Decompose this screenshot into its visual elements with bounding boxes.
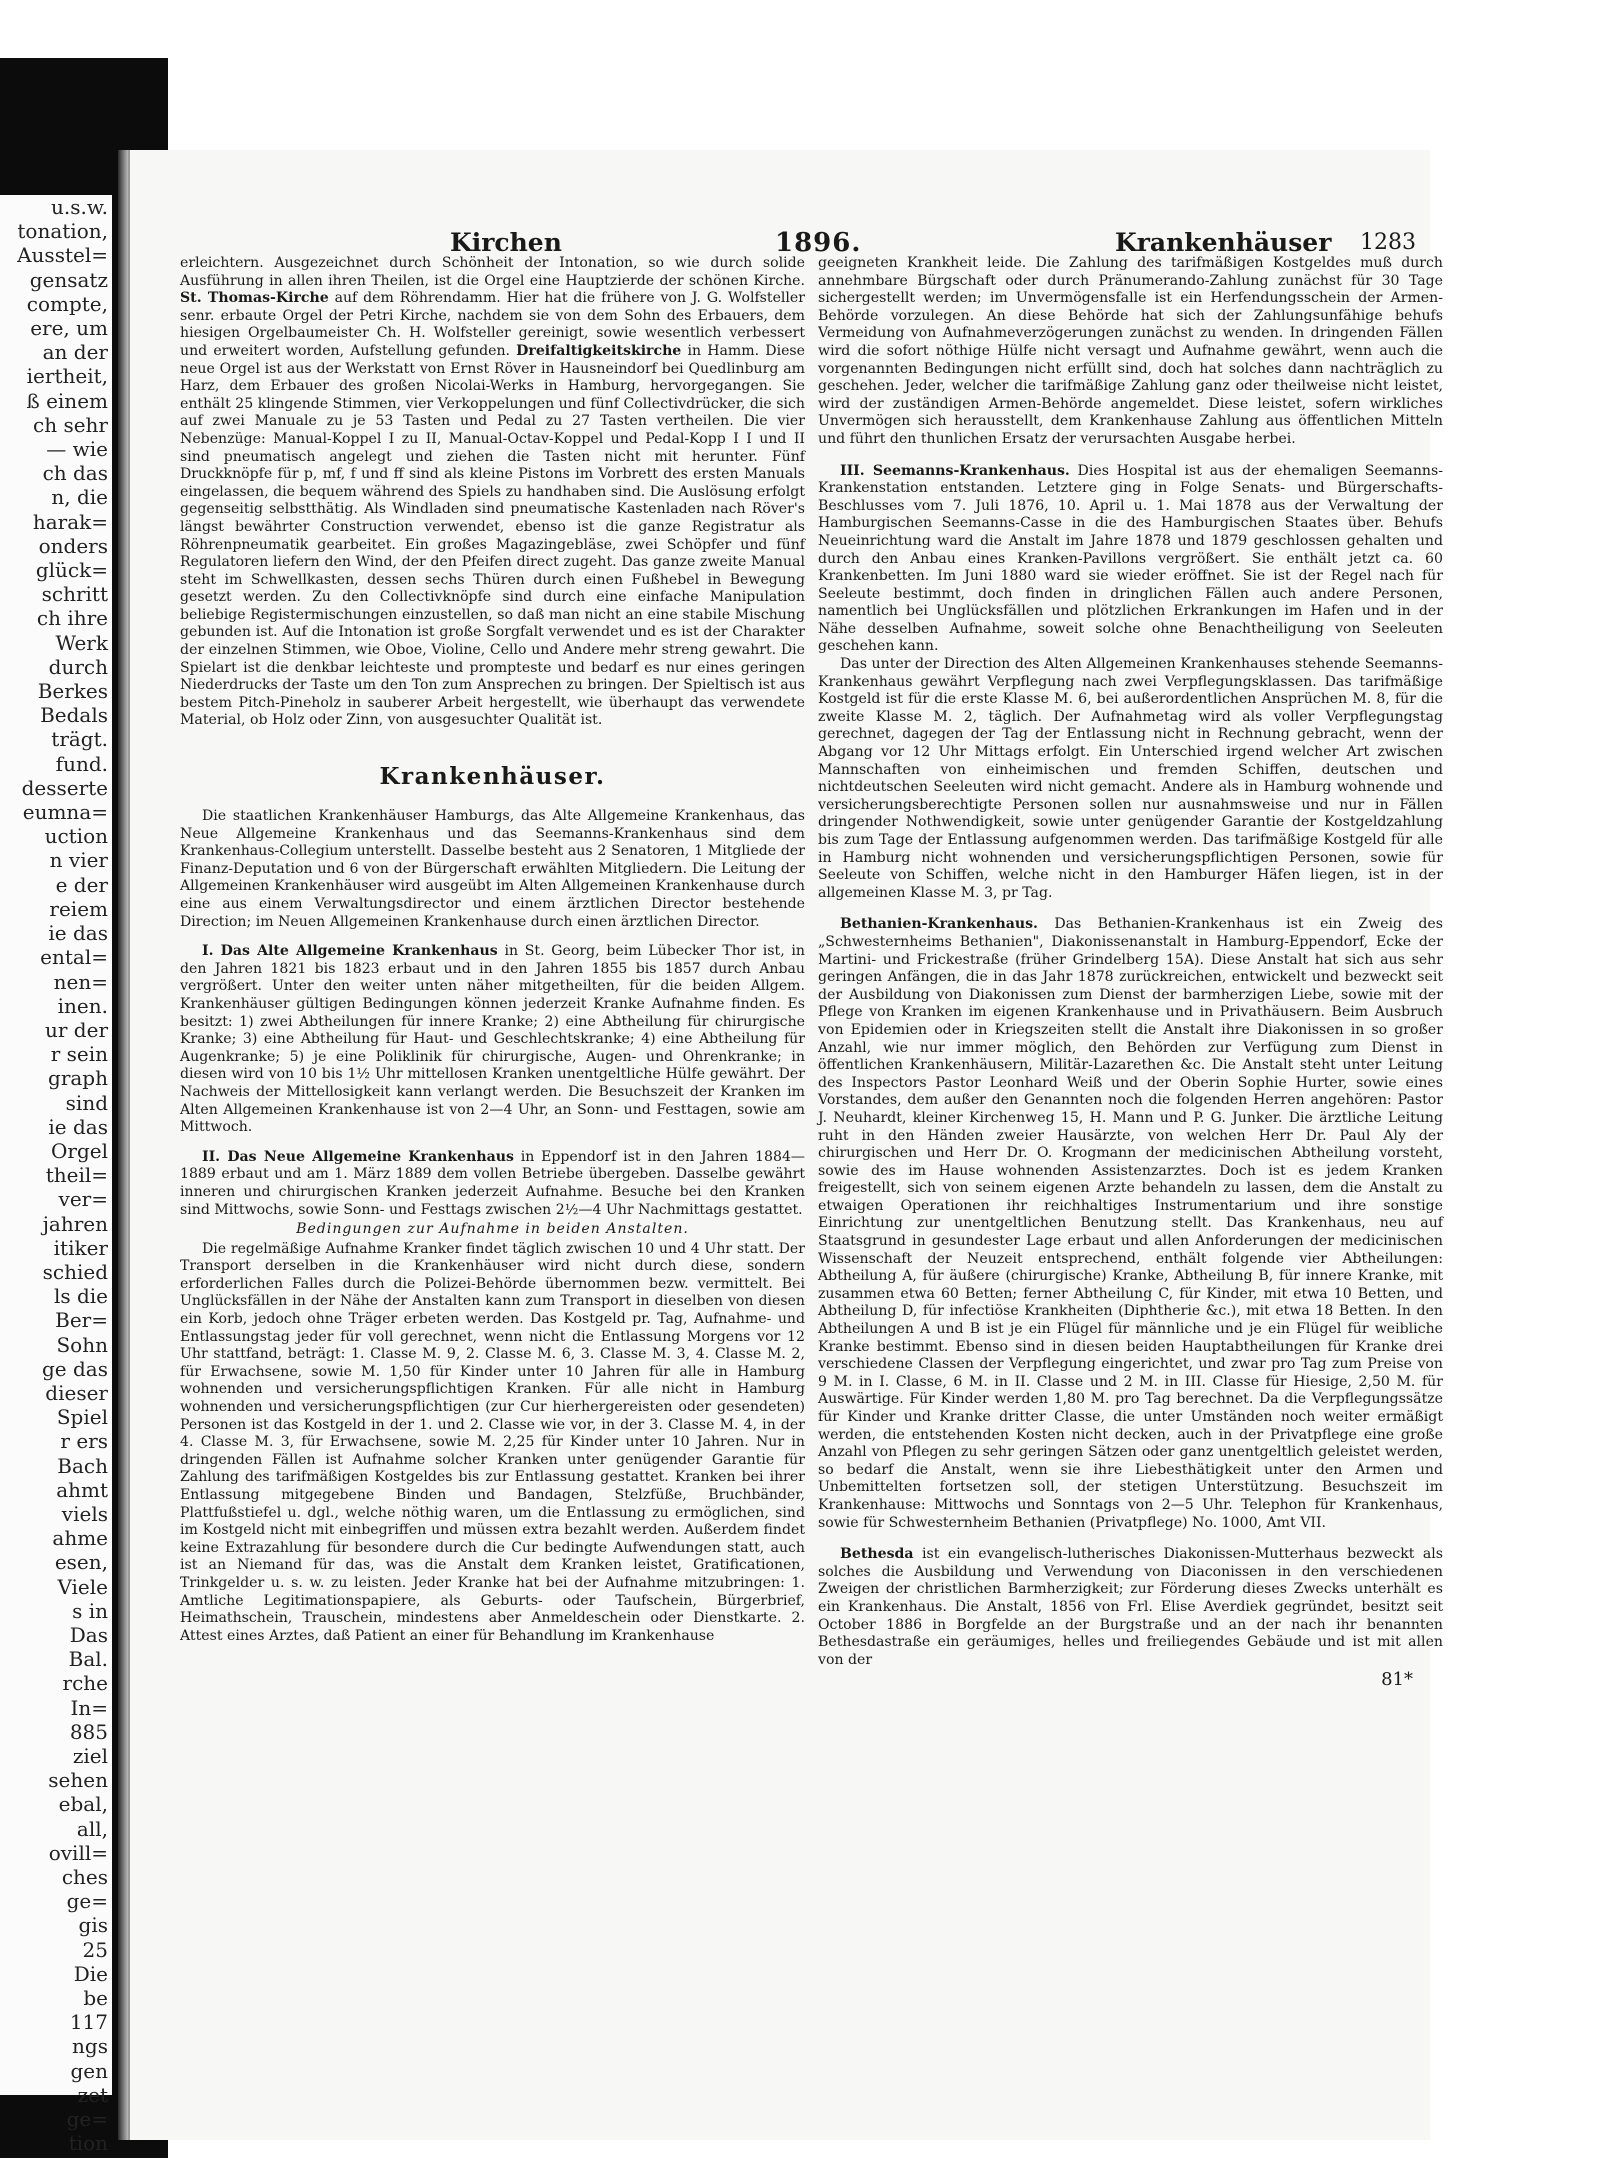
seemanns-paragraph: III. Seemanns-Krankenhaus. Dies Hospital ist aus der ehemaligen Seemanns-Krankenstation entstanden. Letztere ging in Folge Senats- und Bürgerschafts-Beschlusses vom 7. Juli 1876, 10. April u. 1. Mai 1878 aus der Verwaltung der Hamburgischen Seemanns-Casse in die des Hamburgischen Staates über. Behufs Neueinrichtung ward die Anstalt im Jahre 1878 und 1879 geschlossen gehalten und durch den Anbau eines Kranken-Pavillons vergrößert. Sie enthält jetzt ca. 60 Krankenbetten. Im Juni 1880 ward sie wieder eröffnet. Sie ist der Regel nach für Seeleute bestimmt, doch finden in dringlichen Fällen auch andere Personen, namentlich bei Unglücksfällen und plötzlichen Erkrankungen im Hafen und in der Nähe desselben Aufnahme, soweit solche ohne Benachtheiligung von Seeleuten geschehen kann.	[818, 462, 1443, 655]
facing-page-line: ie das	[48, 921, 108, 946]
facing-page-line: esen,	[54, 1550, 108, 1575]
facing-page-line: fund.	[55, 751, 108, 776]
right-column	[818, 255, 1443, 2110]
intro-paragraph: Die staatlichen Krankenhäuser Hamburgs, das Alte Allgemeine Krankenhaus, das Neue Allgemeine Krankenhaus und das Seemanns-Krankenhaus sind dem Krankenhaus-Collegium unterstellt. Dasselbe besteht aus 2 Senatoren, 1 Mitgliede der Finanz-Deputation und 6 von der Bürgerschaft erwählten Mitgliedern. Die Leitung der Allgemeinen Krankenhäuser wird ausgeübt im Alten Allgemeinen Krankenhause durch eine aus einem Verwaltungsdirector und einem ärztlichen Director bestehende Direction; im Neuen Allgemeinen Krankenhause durch einen ärztlichen Director.	[180, 808, 805, 930]
facing-page-line: rche	[62, 1671, 108, 1696]
facing-page-line: ge=	[66, 2107, 108, 2132]
section-title: Krankenhäuser.	[379, 763, 606, 791]
facing-page-line: Berkes	[37, 679, 108, 704]
facing-page-line: durch	[48, 654, 108, 679]
facing-page-line: 117	[69, 2010, 108, 2035]
heading-dreifaltigkeit: Dreifaltigkeitskirche	[516, 342, 682, 359]
facing-page-line: ge das	[42, 1356, 108, 1381]
facing-page-line: inen.	[57, 993, 108, 1018]
facing-page-line: ahmt	[56, 1477, 108, 1502]
facing-page-line: gensatz	[29, 267, 108, 292]
bethanien-paragraph: Bethanien-Krankenhaus. Das Bethanien-Krankenhaus ist ein Zweig des „Schwesternheims Bethanien", Diakonissenanstalt in Hamburg-Eppendorf, Ecke der Martini- und Frickestraße (früher Grindelberg 15A). Diese Anstalt hat sich aus sehr geringen Anfängen, die in das Jahr 1878 zurückreichen, entwickelt und bezweckt seit der Ausbildung von Diakonissen zum Dienst der barmherzigen Liebe, sowie mit der Pflege von Kranken im eigenen Krankenhause und in Privathäusern. Beim Ausbruch von Epidemien oder in Kriegszeiten stellt die Anstalt ihre Diakonissen in so großer Anzahl, wie nur immer möglich, den Behörden zur Verfügung zum Dienst in öffentlichen Krankenhäusern, Militär-Lazarethen &c. Die Anstalt steht unter Leitung des Inspectors Pastor Leonhard Weiß und der Oberin Sophie Hurter, sowie eines Vorstandes, dem außer den Genannten noch die folgenden Herren angehören: Pastor J. Neuhardt, kleiner Kirchenweg 15, H. Mann und P. G. Junker. Die ärztliche Leitung ruht in den Händen zweier Hausärzte, von welchen Herr Dr. Paul Aly der chirurgischen und Herr Dr. O. Krogmann der medicinischen Abtheilung vorsteht, sowie des im Hause wohnenden Assistenzarztes. Doch ist es jedem Kranken freigestellt, sich von seinem eigenen Arzte behandeln zu lassen, dem die Anstalt zu etwaigen Operationen ihr reichhaltiges Instrumentarium und ihre sonstige Einrichtung zur unentgeltlichen Benutzung stellt. Das Krankenhaus, neu auf Staatsgrund in gesundester Lage erbaut und allen Anforderungen der medicinischen Wissenschaft der Neuzeit entsprechend, enthält folgende vier Abtheilungen: Abtheilung A, für äußere (chirurgische) Kranke, Abtheilung B, für innere Kranke, mit zusammen etwa 60 Betten; ferner Abtheilung C, für Kinder, mit etwa 10 Betten, und Abtheilung D, für infectiöse Krankheiten (Diphtherie &c.), mit etwa 18 Betten. In den Abtheilungen A und B ist je ein Flügel für männliche und je ein Flügel für weibliche Kranke bestimmt. Ebenso sind in diesen beiden Hauptabtheilungen für Kranke drei verschiedene Classen der Verpflegung eingerichtet, und zwar pro Tag zum Preise von 9 M. in I. Classe, 6 M. in II. Classe und 2 M. in III. Classe für Hiesige, 2,50 M. für Auswärtige. Für Kinder werden 1,80 M. pro Tag berechnet. Da die Verpflegungssätze für Kinder und Kranke dritter Classe, die unter Umständen noch weiter ermäßigt werden, die entstehenden Kosten nicht decken, auch in der Privatpflege eine große Anzahl von Pflegen zu sehr geringen Sätzen oder ganz unentgeltlich geleistet werden, so bedarf die Anstalt, wenn sie ihre Liebesthätigkeit unter den Armen und Unbemittelten fortsetzen soll, der stetigen Unterstützung. Besuchszeit im Krankenhause: Mittwochs und Sonntags von 2—5 Uhr. Telephon für Krankenhaus, sowie für Schwesternheim Bethanien (Privatpflege) No. 1000, Amt VII.	[818, 916, 1443, 1531]
facing-page-line: 885	[69, 1719, 108, 1744]
facing-page-line: ziel	[72, 1744, 108, 1768]
facing-page-line: ahme	[52, 1526, 108, 1551]
facing-page-line: ge=	[66, 1889, 108, 1914]
left-column	[180, 255, 805, 2100]
seemanns-title: III. Seemanns-Krankenhaus.	[840, 462, 1070, 479]
facing-page-line: schritt	[41, 582, 108, 607]
facing-page-line: ovill=	[48, 1840, 108, 1865]
facing-page-line: itiker	[53, 1235, 108, 1260]
bethanien-title: Bethanien-Krankenhaus.	[840, 916, 1038, 933]
hospital-1-title: I. Das Alte Allgemeine Krankenhaus	[202, 943, 498, 960]
facing-page-line: n vier	[49, 848, 108, 873]
header-year: 1896.	[775, 228, 862, 258]
facing-page-line: dieser	[45, 1380, 108, 1405]
facing-page-line: ere, um	[30, 316, 108, 341]
facing-page-line: tion	[68, 2131, 108, 2156]
facing-page-line: desserte	[21, 775, 108, 800]
facing-page-line: nen=	[53, 969, 108, 994]
facing-page-line: ebal,	[58, 1792, 108, 1817]
facing-page-line: Die	[73, 1961, 108, 1986]
facing-page-line: n, die	[51, 485, 108, 510]
facing-page-line: Bal.	[68, 1647, 108, 1672]
facing-page-line: In=	[70, 1695, 108, 1720]
facing-page-line: — wie	[46, 437, 108, 462]
facing-page-line: gen	[70, 2058, 108, 2083]
hospital-2-title: II. Das Neue Allgemeine Krankenhaus	[202, 1148, 514, 1165]
facing-page-line: tonation,	[17, 219, 108, 244]
facing-page-line: reiem	[49, 896, 108, 921]
facing-page-fragment	[0, 195, 112, 2156]
facing-page-line: ß einem	[26, 388, 108, 413]
facing-page-line: uction	[44, 824, 108, 849]
facing-page-line: an der	[42, 340, 108, 365]
facing-page-line: theil=	[45, 1163, 108, 1188]
facing-page-line: Das	[69, 1622, 108, 1647]
facing-page-line: ur der	[45, 1017, 108, 1042]
header-right: Krankenhäuser	[1115, 228, 1332, 257]
facing-page-line: all,	[76, 1816, 108, 1841]
facing-page-line: eumna=	[22, 800, 108, 825]
bethesda-title: Bethesda	[840, 1546, 914, 1563]
conditions-paragraph: Die regelmäßige Aufnahme Kranker findet täglich zwischen 10 und 4 Uhr statt. Der Transport derselben in die Krankenhäuser wird nicht durch diese, sondern erforderlichen Falles durch die Polizei-Behörde übernommen bezw. vermittelt. Bei Unglücksfällen in der Nähe der Anstalten kann zum Transport in dieselben von diesen ein Korb, jedoch ohne Träger erbeten werden. Das Kostgeld pr. Tag, Aufnahme- und Entlassungstag jeder für voll gerechnet, wenn nicht die Entlassung Morgens vor 12 Uhr stattfand, beträgt: 1. Classe M. 9, 2. Classe M. 6, 3. Classe M. 3, 4. Classe M. 2, für Erwachsene, sowie M. 1,50 für Kinder unter 10 Jahren für alle in Hamburg wohnenden und versicherungspflichtigen Kranken. Für alle nicht in Hamburg wohnenden und versicherungspflichtigen (zur Cur hierhergereisten oder gesendeten) Personen ist das Kostgeld in der 1. und 2. Classe wie vor, in der 3. Classe M. 4, in der 4. Classe M. 3, für Erwachsene, sowie M. 2,25 für Kinder unter 10 Jahren. Nur in dringenden Fällen ist Aufnahme solcher Kranken unter genügender Garantie für Zahlung des tarifmäßigen Kostgeldes bis zur Entlassung gestattet. Kranken bei ihrer Entlassung mitgegebene Binden und Bandagen, Stelzfüße, Bruchbänder, Plattfußstiefel u. dgl., welche nöthig waren, um die Entlassung zu ermöglichen, sind im Kostgeld nicht mit einbegriffen und müssen extra bezahlt werden. Außerdem findet keine Extrazahlung für besondere durch die Cur bedingte Aufwendungen statt, auch ist an Niemand für das, was die Anstalt dem Kranken leistet, Gratificationen, Trinkgelder u. s. w. zu leisten. Jeder Kranke hat bei der Aufnahme mitzubringen: 1. Amtliche Legitimationspapiere, als Geburts- oder Taufschein, Bürgerbrief, Heimathschein, Trauschein, mindestens aber Anmeldeschein oder Dienstkarte. 2. Attest eines Arztes, daß Patient an einer für Behandlung im Krankenhause	[180, 1240, 805, 1644]
facing-page-line: trägt.	[51, 727, 108, 752]
facing-page-line: ches	[61, 1865, 108, 1890]
facing-page-line: sehen	[48, 1768, 108, 1793]
facing-page-line: ver=	[58, 1187, 108, 1212]
facing-page-line: Werk	[55, 630, 108, 655]
facing-page-line: jahren	[42, 1211, 108, 1236]
facing-page-line: Orgel	[51, 1138, 108, 1163]
facing-page-line: ch sehr	[33, 412, 108, 437]
page-number: 1283	[1360, 230, 1416, 255]
facing-page-line: ch ihre	[36, 606, 108, 631]
facing-page-line: s in	[72, 1598, 108, 1623]
hospital-1-paragraph: I. Das Alte Allgemeine Krankenhaus in St. Georg, beim Lübecker Thor ist, in den Jahren 1821 bis 1823 erbaut und in den Jahren 1855 bis 1857 durch Anbau vergrößert. Unter den weiter unten näher mitgetheilten, für die beiden Allgem. Krankenhäuser gültigen Bedingungen können jederzeit Kranke Aufnahme finden. Es besitzt: 1) zwei Abtheilungen für innere Kranke; 2) eine Abtheilung für chirurgische Kranke; 3) eine Abtheilung für Haut- und Geschlechtskranke; 4) eine Abtheilung für Augenkranke; 5) je eine Poliklinik für chirurgische, Augen- und Ohrenkranke; in diesen wird von 10 bis 1½ Uhr mittellosen Kranken unentgeltliche Hülfe gewährt. Der Nachweis der Mittellosigkeit kann verlangt werden. Die Besuchszeit der Kranken im Alten Allgemeinen Krankenhause ist von 2—4 Uhr, an Sonn- und Festtagen, sowie am Mittwoch.	[180, 943, 805, 1136]
heading-st-thomas: St. Thomas-Kirche	[180, 290, 329, 307]
facing-page-line: Bedals	[40, 703, 108, 728]
facing-page-line: Viele	[57, 1574, 108, 1599]
organ-paragraph: erleichtern. Ausgezeichnet durch Schönheit der Intonation, so wie durch solide Ausführung in allen ihren Theilen, ist die Orgel eine Hauptzierde der schönen Kirche. St. Thomas-Kirche auf dem Röhrendamm. Hier hat die frühere von J. G. Wolfsteller senr. erbaute Orgel der Petri Kirche, nachdem sie von dem Sohn des Erbauers, dem hiesigen Orgelbaumeister Ch. H. Wolfsteller gereinigt, sowie wesentlich verbessert und erweitert worden, Aufstellung gefunden. Dreifaltigkeitskirche in Hamm. Diese neue Orgel ist aus der Werkstatt von Ernst Röver in Hausneindorf bei Quedlinburg am Harz, dem Erbauer des großen Nicolai-Werks in Hamburg, hervorgegangen. Sie enthält 25 klingende Stimmen, vier Verkoppelungen und fünf Collectivdrücker, die sich auf zwei Manuale zu je 53 Tasten und Pedal zu 27 Tasten vertheilen. Die vier Nebenzüge: Manual-Koppel I zu II, Manual-Octav-Koppel und Pedal-Kopp I I und II sind pneumatisch angelegt und ziehen die Tasten nicht mit herunter. Fünf Druckknöpfe für p, mf, f und ff sind als kleine Pistons im Vorbrett des ersten Manuals eingelassen, die bequem während des Spiels zu handhaben sind. Die Auslösung erfolgt gegenseitig selbstthätig. Als Windladen sind pneumatische Kastenladen nach Röver's längst bewährter Construction verwendet, ebenso ist die ganze Registratur als Röhrenpneumatik gearbeitet. Ein großes Magazingebläse, zwei Schöpfer und fünf Regulatoren liefern den Wind, der den Pfeifen direct zugeht. Das ganze zweite Manual steht im Schwellkasten, dessen sechs Thüren durch einen Fußhebel in Bewegung gesetzt werden. Zu den Collectivknöpfe sind durch eine einfache Manipulation beliebige Registermischungen einzustellen, so daß man nicht an eine stabile Mischung gebunden ist. Auf die Intonation ist große Sorgfalt verwendet und es ist der Charakter der einzelnen Stimmen, wie Oboe, Violine, Cello und Andere mehr streng gewahrt. Die Spielart ist die denkbar leichteste und prompteste und bedarf es nur eines geringen Niederdrucks der Taste um den Ton zum Ansprechen zu bringen. Der Spieltisch ist aus bestem Pitch-Pineholz in sauberer Arbeit hergestellt, wie überhaupt das verwendete Material, ob Holz oder Zinn, von ausgesuchter Qualität ist.	[180, 255, 805, 729]
header-left: Kirchen	[450, 228, 562, 257]
facing-page-line: ch das	[42, 461, 108, 486]
facing-page-line: sind	[65, 1090, 108, 1115]
facing-page-line: Spiel	[56, 1405, 108, 1430]
facing-page-line: ngs	[72, 2034, 108, 2059]
facing-page-line: ental=	[40, 945, 108, 970]
conditions-subtitle: Bedingungen zur Aufnahme in beiden Anstalten.	[296, 1221, 689, 1238]
hospital-2-paragraph: II. Das Neue Allgemeine Krankenhaus in Eppendorf ist in den Jahren 1884—1889 erbaut und am 1. März 1889 dem vollen Betriebe übergeben. Dasselbe gewährt inneren und chirurgischen Kranken jederzeit Aufnahme. Besuche bei den Kranken sind Mittwochs, sowie Sonn- und Festtags zwischen 2½—4 Uhr Nachmittags gestattet.	[180, 1148, 806, 1218]
facing-page-line: glück=	[35, 558, 108, 583]
facing-page-line: r sein	[50, 1042, 108, 1067]
facing-page-line: Ber=	[55, 1308, 108, 1333]
facing-page-line: e der	[55, 872, 108, 897]
bethesda-paragraph: Bethesda ist ein evangelisch-lutherisches Diakonissen-Mutterhaus bezweckt als solches die Ausbildung und Verwendung von Diaconissen in den verschiedenen Zweigen der christlichen Barmherzigkeit; zur Förderung dieses Zwecks unterhält es ein Krankenhaus. Die Anstalt, 1856 von Frl. Elise Averdiek gegründet, besitzt seit October 1886 in Borgfelde an der Burgstraße und an der nach ihr benannten Bethesdastraße ein geräumiges, helles und freiliegendes Gebäude und ist mit allen von der	[818, 1546, 1444, 1668]
facing-page-line: onders	[38, 533, 108, 558]
seemanns-tariff-paragraph: Das unter der Direction des Alten Allgemeinen Krankenhauses stehende Seemanns-Krankenhaus gewährt Verpflegung nach zwei Verpflegungsklassen. Das tarifmäßige Kostgeld ist für die erste Klasse M. 6, bei außerordentlichen Ansprüchen M. 8, für die zweite Klasse M. 2, täglich. Der Aufnahmetag wird als voller Verpflegungstag gerechnet, dagegen der Tag der Entlassung nicht in Rechnung gebracht, wenn der Abgang vor 12 Uhr Mittags erfolgt. Ein Unterschied irgend welcher Art zwischen Mannschaften von einheimischen und fremden Schiffen, deutschen und nichtdeutschen Seeleuten wird nicht gemacht. Andere als in Hamburg wohnende und versicherungsberechtigte Personen sollen nur ausnahmsweise und nur in Fällen dringender Nothwendigkeit, sowie unter genügender Garantie der Kostgeldzahlung bis zum Tage der Entlassung aufgenommen werden. Das tarifmäßige Kostgeld für alle in Hamburg nicht wohnenden und versicherungspflichtigen Personen, sowie für Seeleute von Schiffen, welche nicht in den Hamburger Häfen liegen, ist in der allgemeinen Klasse M. 3, pr Tag.	[818, 656, 1443, 901]
facing-page-line: ls die	[53, 1284, 108, 1309]
facing-page-line: Sohn	[56, 1332, 108, 1357]
facing-page-line: zet	[77, 2082, 108, 2107]
facing-page-line: harak=	[32, 509, 108, 534]
facing-page-line: Bach	[57, 1453, 108, 1478]
facing-page-line: r ers	[60, 1429, 108, 1454]
facing-page-line: 25	[82, 1937, 108, 1962]
facing-page-line: iertheit,	[26, 364, 108, 389]
facing-page-line: be	[83, 1986, 108, 2011]
facing-page-line: graph	[48, 1066, 108, 1091]
facing-page-line: gis	[78, 1913, 108, 1938]
running-header	[180, 228, 1416, 258]
facing-page-line: u.s.w.	[51, 195, 108, 219]
facing-page-line: schied	[42, 1259, 108, 1284]
facing-page-line: compte,	[26, 291, 108, 316]
facing-page-line: viels	[61, 1501, 108, 1526]
facing-page-line: Ausstel=	[17, 243, 108, 268]
payment-paragraph: geeigneten Krankheit leide. Die Zahlung des tarifmäßigen Kostgeldes muß durch annehmbare Bürgschaft oder durch Pränumerando-Zahlung zunächst für 30 Tage sichergestellt werden; im Unvermögensfalle ist ein Herfendungsschein der Armen-Behörde vorzulegen. An diese Behörde hat sich der Zahlungsunfähige behufs Vermeidung von Aufnahmeverzögerungen zunächst zu wenden. In dringenden Fällen wird die sofort nöthige Hülfe nicht versagt und Aufnahme gewährt, wenn auch die vorgenannten Bedingungen nicht erfüllt sind, doch hat solches dann nachträglich zu geschehen. Jeder, welcher die tarifmäßige Zahlung ganz oder theilweise nicht leistet, wird der zuständigen Armen-Behörde angemeldet. Diese leistet, sofern wirkliches Unvermögen sich herausstellt, dem Krankenhause Zahlung aus öffentlichen Mitteln und führt den thunlichen Ersatz der verursachten Ausgabe herbei.	[818, 255, 1443, 447]
signature-mark: 81*	[1381, 1669, 1413, 1691]
facing-page-line: ie das	[48, 1114, 108, 1139]
